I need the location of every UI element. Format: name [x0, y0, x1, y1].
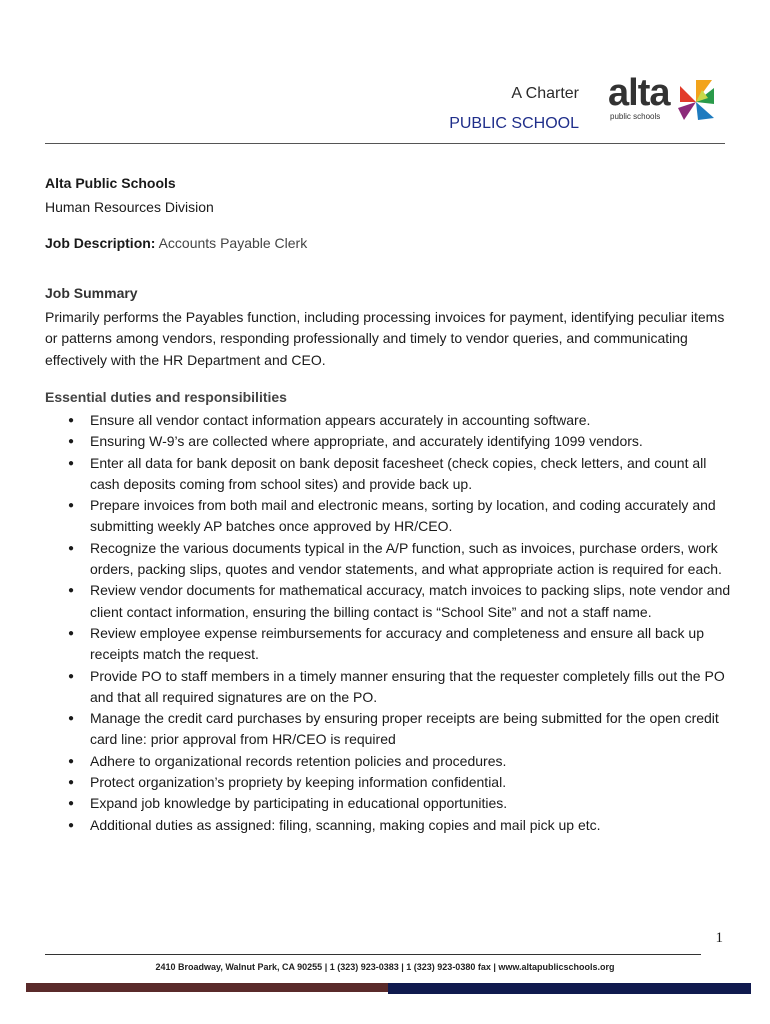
logo-subtitle: public schools: [610, 112, 661, 121]
header-tagline-1: A Charter: [511, 85, 579, 102]
list-item: [68, 431, 733, 452]
bullet-icon: ●: [68, 755, 75, 767]
division-name: Human Resources Division: [45, 199, 214, 215]
footer-bar-right: [388, 983, 751, 994]
bullet-icon: ●: [68, 819, 75, 831]
footer-divider: [45, 954, 701, 955]
header-divider: [45, 143, 725, 144]
duty-text: Provide PO to staff members in a timely manner ensuring that the requester completely fills out the PO and that all required signatures are on the PO.: [90, 667, 725, 705]
list-item: [68, 410, 733, 431]
list-item: [68, 538, 733, 581]
alta-logo: [608, 72, 720, 126]
org-name: Alta Public Schools: [45, 175, 176, 191]
bullet-icon: ●: [68, 415, 75, 426]
summary-text: Primarily performs the Payables function, including processing invoices for payment, identifying peculiar items or patterns among vendors, responding professionally and timely to vendor queries, and communicating effectively with the HR Department and CEO.: [45, 309, 725, 368]
list-item: [68, 453, 733, 496]
list-item: [68, 772, 733, 793]
bullet-icon: ●: [68, 457, 75, 469]
duty-text: Ensure all vendor contact information appears accurately in accounting software.: [90, 412, 591, 428]
bullet-icon: ●: [68, 798, 75, 810]
duty-text: Adhere to organizational records retention policies and procedures.: [90, 752, 507, 769]
list-item: [68, 751, 733, 772]
summary-heading: Job Summary: [45, 285, 138, 301]
list-item: [68, 666, 733, 709]
bullet-icon: ●: [68, 436, 75, 448]
duty-text: Review vendor documents for mathematical accuracy, match invoices to packing slips, note vendor and client contact information, ensuring the billing contact is “School Site” and not a staff name.: [90, 582, 731, 620]
list-item: [68, 815, 733, 836]
bullet-icon: ●: [68, 627, 75, 639]
duty-text: Ensuring W-9’s are collected where appropriate, and accurately identifying 1099 vendors.: [90, 433, 643, 450]
duties-heading: Essential duties and responsibilities: [45, 389, 287, 405]
bullet-icon: ●: [68, 670, 75, 682]
duty-text: Additional duties as assigned: filing, scanning, making copies and mail pick up etc.: [90, 816, 601, 833]
duties-list: [68, 410, 733, 836]
list-item: [68, 623, 733, 666]
bullet-icon: ●: [68, 585, 75, 597]
list-item: [68, 495, 733, 538]
duty-text: Expand job knowledge by participating in educational opportunities.: [90, 795, 508, 812]
list-item: [68, 793, 733, 814]
footer-contact: 2410 Broadway, Walnut Park, CA 90255 | 1 (323) 923-0383 | 1 (323) 923-0380 fax | www.altapublicschools.org: [155, 962, 615, 972]
job-description-line: [45, 235, 307, 251]
logo-pinwheel-icon: [674, 80, 720, 124]
duty-text: Protect organization’s propriety by keeping information confidential.: [90, 774, 507, 791]
bullet-icon: ●: [68, 542, 75, 554]
page-number: 1: [715, 930, 723, 946]
list-item: [68, 708, 733, 751]
duty-text: Prepare invoices from both mail and electronic means, sorting by location, and coding accurately and submitting weekly AP batches once approved by HR/CEO.: [90, 497, 716, 535]
job-description-value: Accounts Payable Clerk: [158, 235, 308, 251]
logo-word: alta: [608, 72, 670, 114]
duty-text: Review employee expense reimbursements for accuracy and completeness and ensure all back up receipts match the request.: [90, 624, 704, 663]
bullet-icon: ●: [68, 713, 75, 725]
duty-text: Recognize the various documents typical in the A/P function, such as invoices, purchase orders, work orders, packing slips, quotes and vendor statements, and what appropriate action is required for each.: [90, 539, 722, 578]
duty-text: Enter all data for bank deposit on bank deposit facesheet (check copies, check letters, and count all cash deposits coming from school sites) and provide back up.: [90, 454, 707, 492]
list-item: [68, 580, 733, 623]
bullet-icon: ●: [68, 500, 75, 512]
bullet-icon: ●: [68, 777, 75, 789]
header-tagline-2: PUBLIC SCHOOL: [449, 115, 579, 132]
footer-bar-left: [26, 983, 388, 992]
duty-text: Manage the credit card purchases by ensuring proper receipts are being submitted for the open credit card line: prior approval from HR/CEO is required: [90, 710, 719, 748]
job-description-label: Job Description:: [45, 235, 156, 251]
